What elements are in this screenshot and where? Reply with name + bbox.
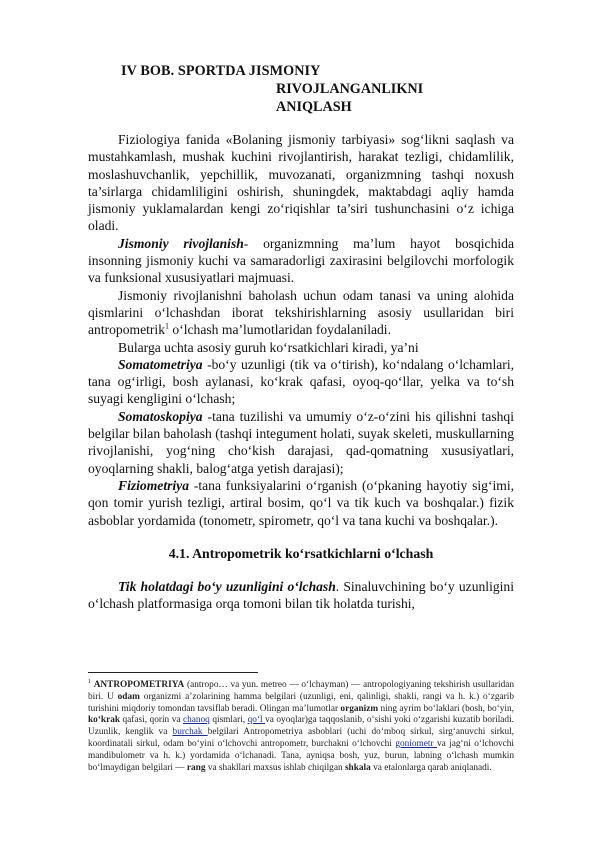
term-jismoniy-rivojlanish: Jismoniy rivojlanish	[118, 235, 244, 251]
chapter-title-line2: RIVOJLANGANLIKNI	[276, 81, 424, 97]
link-burchak[interactable]: burchak	[172, 727, 208, 738]
paragraph-assessment	[88, 287, 514, 339]
link-qol[interactable]: qo‘l	[247, 715, 266, 726]
paragraph-intro: Fiziologiya fanida «Bolaning jismoniy tarbiyasi» sog‘likni saqlash va mustahkamlash, mushak kuchini rivojlantirish, harakat tezligi, chidamlilik, moslashuvchanlik, yepchillik, muvozanati, organizmning tashqi noxush ta’sirlarga chidamliligini oshirish, shuningdek, maktabdagi aqliy hamda jismoniy yuklamalardan kengi zo‘riqishlar ta’siri tushunchasini o‘z ichiga oladi.	[88, 132, 514, 234]
footnote-text: qismlari,	[209, 715, 248, 726]
paragraph-fiziometriya	[88, 477, 514, 529]
definition-text: - organizmning ma’lum hayot bosqichida insonning jismoniy kuchi va samaradorligi zaxirasini belgilovchi morfologik va funksional xususiyatlari majmuasi.	[88, 235, 514, 286]
link-goniometr[interactable]: goniometr	[395, 738, 437, 749]
paragraph-height-measurement	[88, 578, 514, 613]
footnote-reference[interactable]: 1	[165, 321, 170, 331]
somatoskopiya-text: -tana tuzilishi va umumiy o‘z-o‘zini his qilishni tashqi belgilar bilan baholash (tashqi integument holati, suyak skeleti, muskullarning rivojlanishi, yog‘ning cho‘kish darajasi, qad-qomatning xususiyatlari, oyoqlarning shakli, balog‘atga yetish darajasi);	[88, 408, 514, 476]
term-height-measurement: Tik holatdagi bo‘y uzunligini o‘lchash	[118, 579, 336, 595]
footnote-text: va jag‘ni o‘lchovchi mandibulometr va h. k.) yordamida o‘lchanadi. Tana, ayniqsa bosh, yuz, burun, labning o‘lchash mumkin bo‘lmaydigan belgilari —	[88, 738, 514, 773]
footnote-term: ANTROPOMETRIYA	[93, 680, 185, 690]
footnote-bold: rang	[186, 762, 206, 773]
paragraph-groups: Bularga uchta asosiy guruh ko‘rsatkichlari kiradi, ya’ni	[118, 339, 419, 355]
chapter-title-line1: IV BOB. SPORTDA JISMONIY	[121, 63, 321, 79]
footnote-text: belgilari Antropometriya asboblari (uchi do‘mboq sirkul, sirg‘anuvchi sirkul, koordinatali sirkul, odam bo‘yini o‘lchovchi antropometr, burchakni o‘lchovchi	[88, 727, 514, 749]
footnote-bold: odam	[117, 691, 140, 702]
term-somatometriya: Somatometriya	[118, 356, 203, 372]
footnote-text: qafasi, qorin va	[120, 715, 183, 726]
footnote-bold: ko‘krak	[88, 715, 121, 726]
term-fiziometriya: Fiziometriya	[118, 477, 189, 493]
chapter-title-line3: ANIQLASH	[276, 98, 352, 115]
chapter-title-continued	[276, 81, 423, 116]
paragraph-definition	[88, 235, 514, 287]
footnote-text: va etalonlarga qarab aniqlanadi.	[370, 762, 492, 773]
footnote-text: (antropo… va yun. metreo — o‘lchayman) — antropologiyaning tekshirish usullaridan biri. U	[88, 680, 515, 702]
footnote-text: ning ayrim bo‘laklari (bosh, bo‘yin,	[378, 703, 514, 714]
link-chanoq[interactable]: chanoq	[182, 715, 210, 726]
paragraph-somatometriya	[88, 356, 514, 408]
footnote	[88, 680, 514, 774]
footnote-bold: organizm	[340, 703, 379, 714]
footnote-bold: shkala	[344, 762, 371, 773]
height-measurement-text: . Sinaluvchining bo‘y uzunligini o‘lchash platformasiga orqa tomoni bilan tik holatda turishi,	[88, 579, 514, 612]
paragraph-somatoskopiya	[88, 408, 514, 477]
footnote-text: va oyoqlar)ga taqqoslanib, o‘sishi yoki o‘zgarishi kuzatib boriladi. Uzunlik, kenglik va	[88, 715, 514, 738]
footnote-text: va shakllari maxsus ishlab chiqilgan	[205, 762, 345, 773]
assessment-text: Jismoniy rivojlanishni baholash uchun odam tanasi va uning alohida qismlarini o‘lchashdan iborat tekshirishlarning asosiy usullaridan biri antropometrik	[88, 287, 514, 338]
footnote-divider	[88, 672, 258, 673]
section-heading: 4.1. Antropometrik ko‘rsatkichlarni o‘lchash	[168, 545, 434, 561]
term-somatoskopiya: Somatoskopiya	[118, 408, 203, 424]
footnote-mark: 1	[88, 678, 91, 685]
body-text	[88, 131, 514, 613]
assessment-tail: o‘lchash ma’lumotlaridan foydalaniladi.	[169, 322, 391, 338]
somatometriya-text: -bo‘y uzunligi (tik va o‘tirish), ko‘ndalang o‘lchamlari, tana og‘irligi, bosh aylanasi, ko‘krak qafasi, oyoq-qo‘llar, yelka va to‘sh suyagi kengligini o‘lchash;	[88, 356, 514, 407]
fiziometriya-text: -tana funksiyalarini o‘rganish (o‘pkaning hayotiy sig‘imi, qon tomir yurish tezligi, artiral bosim, qo‘l va tik kuch va boshqalar.) fizik asboblar yordamida (tonometr, spirometr, qo‘l va tana kuchi va boshqalar.).	[88, 477, 514, 528]
footnote-text: organizmi a’zolarining hamma belgilari (uzunligi, eni, qalinligi, shakli, rangi va h. k.) o‘zgarib turishini miqdoriy tomondan tavsiflab beradi. Olingan ma’lumotlar	[88, 691, 514, 714]
